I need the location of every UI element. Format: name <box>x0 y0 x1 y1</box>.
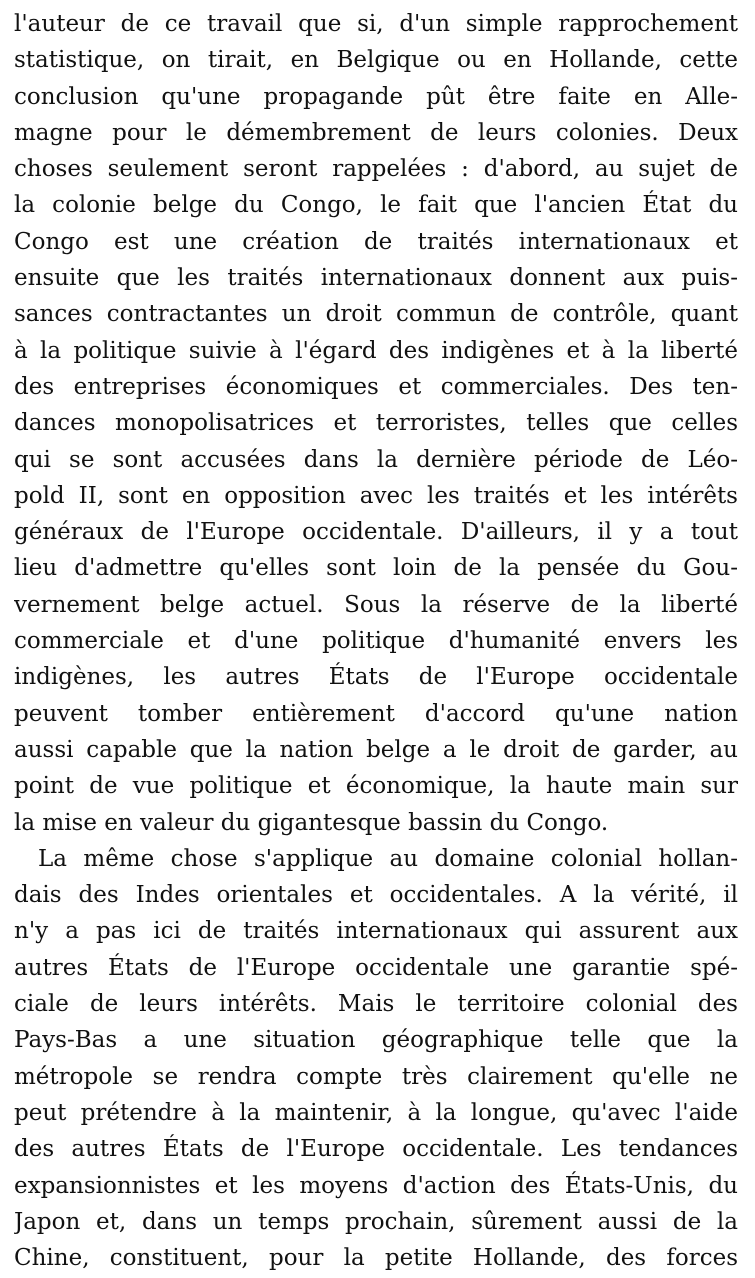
text-line: l'auteur de ce travail que si, d'un simple rapprochement <box>14 11 738 37</box>
text-line: à la politique suivie à l'égard des indigènes et à la liberté <box>14 337 738 364</box>
text-line: commerciale et d'une politique d'humanité envers les <box>14 628 738 655</box>
paragraph-hollande <box>14 841 738 1277</box>
text-line: choses seulement seront rappelées : d'abord, au sujet de <box>14 156 738 183</box>
text-line: qui se sont accusées dans la dernière période de Léo- <box>14 446 738 473</box>
text-line: point de vue politique et économique, la haute main sur <box>14 773 738 800</box>
text-line: lieu d'admettre qu'elles sont loin de la pensée du Gou- <box>14 555 738 582</box>
text-line: Chine, constituent, pour la petite Hollande, des forces <box>14 1245 738 1272</box>
text-line: aussi capable que la nation belge a le droit de garder, au <box>14 736 738 763</box>
text-line: pold II, sont en opposition avec les traités et les intérêts <box>14 482 738 509</box>
text-line: peuvent tomber entièrement d'accord qu'une nation <box>14 700 738 727</box>
text-line: magne pour le démembrement de leurs colonies. Deux <box>14 119 738 146</box>
text-line: métropole se rendra compte très clairement qu'elle ne <box>14 1063 738 1090</box>
text-line: n'y a pas ici de traités internationaux qui assurent aux <box>14 918 738 945</box>
text-line: dances monopolisatrices et terroristes, telles que celles <box>14 410 738 437</box>
document-page <box>14 6 738 1276</box>
text-line: ensuite que les traités internationaux donnent aux puis- <box>14 265 738 292</box>
text-line: sances contractantes un droit commun de contrôle, quant <box>14 301 738 328</box>
text-line: conclusion qu'une propagande pût être faite en Alle- <box>14 83 738 110</box>
text-line: la mise en valeur du gigantesque bassin du Congo. <box>14 809 609 836</box>
text-line: statistique, on tirait, en Belgique ou en Hollande, cette <box>14 47 738 74</box>
text-line: peut prétendre à la maintenir, à la longue, qu'avec l'aide <box>14 1099 738 1126</box>
text-line: Japon et, dans un temps prochain, sûrement aussi de la <box>14 1208 738 1235</box>
text-line: indigènes, les autres États de l'Europe occidentale <box>14 664 738 691</box>
text-line: généraux de l'Europe occidentale. D'ailleurs, il y a tout <box>14 519 738 546</box>
text-line: autres États de l'Europe occidentale une garantie spé- <box>14 954 738 981</box>
text-line: ciale de leurs intérêts. Mais le territoire colonial des <box>14 991 738 1018</box>
text-line: Congo est une création de traités internationaux et <box>14 228 738 255</box>
text-line: des autres États de l'Europe occidentale. Les tendances <box>14 1136 738 1163</box>
paragraph-congo <box>14 6 738 841</box>
text-line: vernement belge actuel. Sous la réserve de la liberté <box>14 591 738 618</box>
text-line: dais des Indes orientales et occidentales. A la vérité, il <box>14 882 738 909</box>
text-line: la colonie belge du Congo, le fait que l'ancien État du <box>14 192 738 219</box>
text-line: La même chose s'applique au domaine colonial hollan- <box>38 845 738 872</box>
text-line: Pays-Bas a une situation géographique telle que la <box>14 1027 738 1054</box>
text-line: des entreprises économiques et commerciales. Des ten- <box>14 373 738 400</box>
text-line: expansionnistes et les moyens d'action des États-Unis, du <box>14 1172 738 1199</box>
